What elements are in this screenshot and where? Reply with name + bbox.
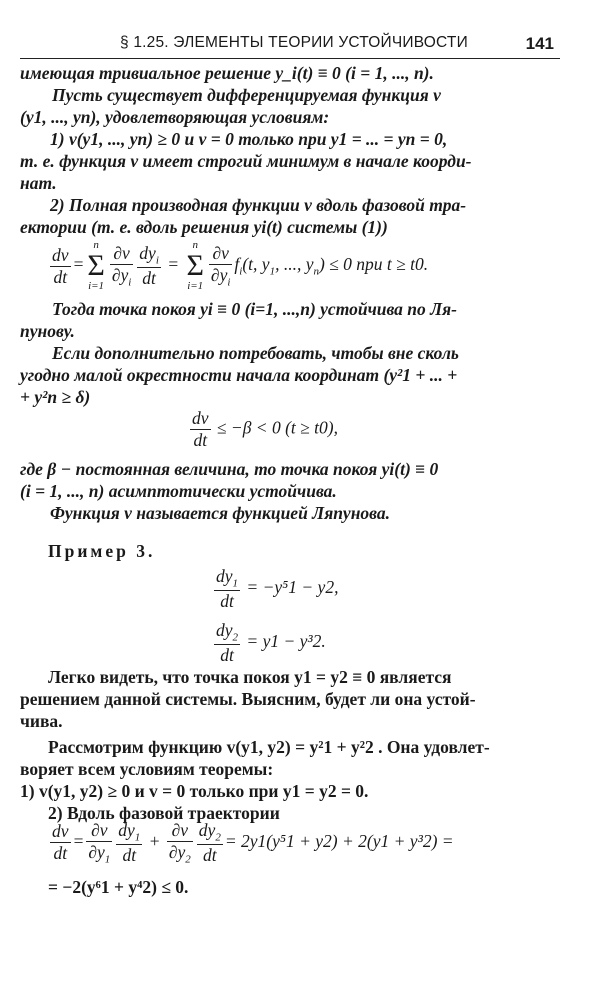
text-line: (i = 1, ..., n) асимптотически устойчива. [20,481,337,501]
text-line: 1) v(y1, y2) ≥ 0 и v = 0 только при y1 = y2 = 0. [20,781,369,801]
text-line: где β − постоянная величина, то точка покоя yi(t) ≡ 0 [20,459,439,479]
fraction-partial: $\frac{\partial v}{\partial y_i}$ [111,243,132,289]
fraction-dy1-dt: $\frac{dy_1}{dt}$ [216,566,239,611]
sum-symbol: n Σ i=1 [186,239,204,292]
text-line: ектории (т. е. вдоль решения yi(t) системы (1)) [20,217,388,237]
fraction-dv-dt: $\frac{dv}{dt}$ [192,408,209,450]
fraction-dy2-dt: $\frac{dy_2}{dt}$ [198,820,221,865]
text-line: 1) v(y1, ..., yn) ≥ 0 и v = 0 только при y1 = ... = yn = 0, [50,129,448,149]
text-line: имеющая тривиальное решение y_i(t) ≡ 0 (i = 1, ..., n). [20,63,434,83]
system-eq-2 [212,620,326,666]
equation-total-derivative: $\frac{dv}{dt}$ = n Σ i=1 $\frac{\partial v}{\partial y_i}$ $\frac{dy_i}{dt}$ = n Σ i=1 $\frac{\partial v}{\partial y_i}$ $f_i(t$, $y_1$, ..., $y_n) \le 0$ при t ≥ t0. [52,239,429,292]
system-eq-1 [212,566,338,612]
text-line: Рассмотрим функцию v(y1, y2) = y²1 + y²2 . Она удовлет- [48,737,490,757]
fraction-partial: $\frac{\partial v}{\partial y_i}$ [210,243,231,289]
text-line: Пусть существует дифференцируемая функция v [52,85,441,105]
fraction-dyi-dt: $\frac{dy_i}{dt}$ [139,243,159,288]
text-line: воряет всем условиям теоремы: [20,759,274,779]
text-line: + y²n ≥ δ) [20,387,91,407]
text-line: Если дополнительно потребовать, чтобы вне сколь [52,343,459,363]
text-line: 2) Вдоль фазовой траектории [48,803,280,823]
text-line: нат. [20,173,57,193]
sum-symbol: n Σ i=1 [87,239,105,292]
example-heading: Пример 3. [48,541,156,561]
running-header [20,30,560,59]
equation-asymptotic [188,408,338,451]
equation-line: = −2(y⁶1 + y⁴2) ≤ 0. [48,877,189,897]
text-line: решением данной системы. Выясним, будет ли она устой- [20,689,476,709]
text-line: пунову. [20,321,75,341]
section-title: § 1.25. ЭЛЕМЕНТЫ ТЕОРИИ УСТОЙЧИВОСТИ [120,34,468,51]
fraction-dv-dt: $\frac{dv}{dt}$ [52,244,69,287]
fraction-dy2-dt: $\frac{dy_2}{dt}$ [216,620,239,665]
text-line: Тогда точка покоя yi ≡ 0 (i=1, ...,n) устойчива по Ля- [52,299,458,319]
text-line: чива. [20,711,63,731]
text-line: (y1, ..., yn), удовлетворяющая условиям: [20,107,330,127]
eq3-tail: = 2y1(y⁵1 + y2) + 2(y1 + y³2) = [224,830,454,851]
sys2-rhs: = y1 − y³2. [246,630,326,651]
fraction-partial-y2: $\frac{\partial v}{\partial y_2}$ [168,820,191,866]
page-number: 141 [525,34,554,53]
text-line: Легко видеть, что точка покоя y1 = y2 ≡ 0 является [48,667,452,687]
equation-lyapunov-derivative: $\frac{dv}{dt}$ = $\frac{\partial v}{\partial y_1}$ $\frac{dy_1}{dt}$ + $\frac{\partial v}{\partial y_2}$ $\frac{dy_2}{dt}$ = 2y1(y⁵1 + y2) + 2(y1 + y³2) = [52,820,454,866]
text-line: угодно малой окрестности начала координат (y²1 + ... + [20,365,458,385]
fraction-dv-dt: $\frac{dv}{dt}$ [52,821,69,864]
eq1-tail: ≤ 0 при t ≥ t0. [329,254,429,275]
fraction-partial-y1: $\frac{\partial v}{\partial y_1}$ [88,820,111,866]
text-line: 2) Полная производная функции v вдоль фазовой тра- [50,195,467,215]
text-line: т. е. функция v имеет строгий минимум в начале коорди- [20,151,472,171]
eq2-tail: ≤ −β < 0 (t ≥ t0), [216,417,338,438]
sys1-rhs: = −y⁵1 − y2, [246,576,339,597]
fraction-dy1-dt: $\frac{dy_1}{dt}$ [118,820,141,865]
text-line: Функция v называется функцией Ляпунова. [50,503,390,523]
